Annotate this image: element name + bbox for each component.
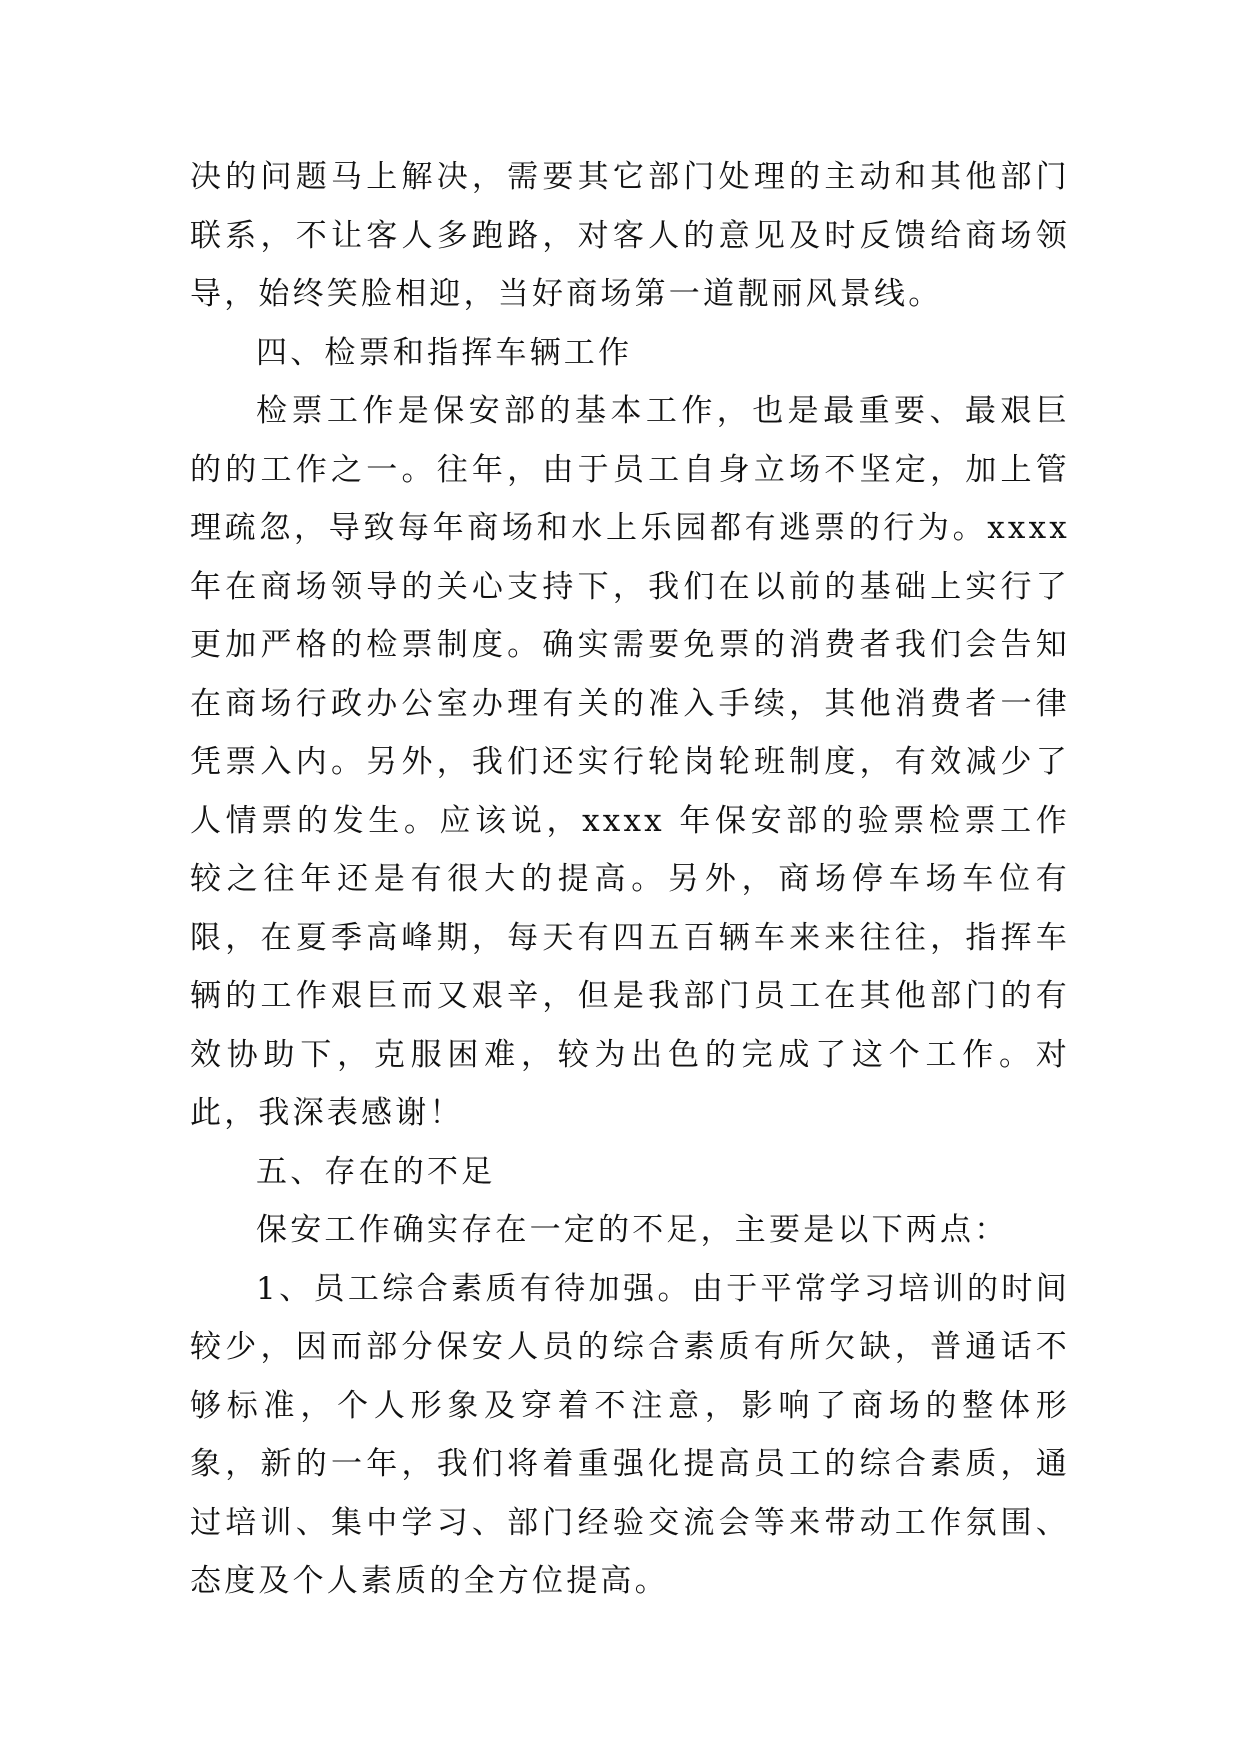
section-heading-shortcomings: 五、存在的不足 (256, 1153, 496, 1190)
section-heading-ticket-and-traffic: 四、检票和指挥车辆工作 (256, 334, 633, 371)
paragraph-continued: 决的问题马上解决，需要其它部门处理的主动和其他部门联系，不让客人多跑路，对客人的意见及时反馈给商场领导，始终笑脸相迎，当好商场第一道靓丽风景线。 (190, 159, 1070, 312)
paragraph-shortcomings-intro: 保安工作确实存在一定的不足，主要是以下两点： (256, 1212, 1009, 1248)
document-page (190, 148, 1070, 1611)
paragraph-shortcoming-1: 1、员工综合素质有待加强。由于平常学习培训的时间较少，因而部分保安人员的综合素质有所欠缺，普通话不够标准，个人形象及穿着不注意，影响了商场的整体形象，新的一年，我们将着重强化提高员工的综合素质，通过培训、集中学习、部门经验交流会等来带动工作氛围、态度及个人素质的全方位提高。 (190, 1270, 1070, 1599)
paragraph-ticket-checking: 检票工作是保安部的基本工作，也是最重要、最艰巨的的工作之一。往年，由于员工自身立场不坚定，加上管理疏忽，导致每年商场和水上乐园都有逃票的行为。xxxx 年在商场领导的关心支持下，我们在以前的基础上实行了更加严格的检票制度。确实需要免票的消费者我们会告知在商场行政办公室办理有关的准入手续，其他消费者一律凭票入内。另外，我们还实行轮岗轮班制度，有效减少了人情票的发生。应该说，xxxx 年保安部的验票检票工作较之往年还是有很大的提高。另外，商场停车场车位有限，在夏季高峰期，每天有四五百辆车来来往往，指挥车辆的工作艰巨而又艰辛，但是我部门员工在其他部门的有效协助下，克服困难，较为出色的完成了这个工作。对此，我深表感谢！ (190, 393, 1070, 1131)
